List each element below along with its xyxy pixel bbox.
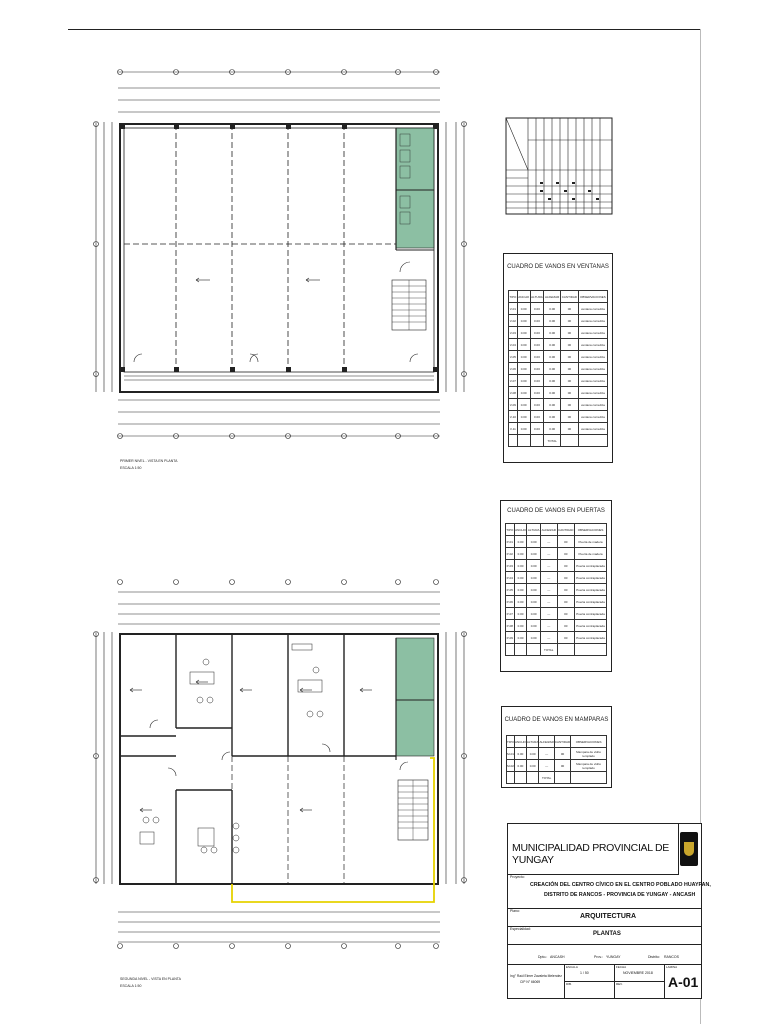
entity-name: MUNICIPALIDAD PROVINCIAL DE YUNGAY	[512, 842, 670, 866]
highlighted-boundary	[232, 758, 434, 902]
table-cell: 0.00	[527, 584, 541, 596]
table-row	[506, 548, 607, 560]
table-cell: 0.00	[514, 632, 527, 644]
table-cell: 0.00	[514, 608, 527, 620]
doors-schedule-table	[505, 523, 607, 656]
project-line-1: CREACIÓN DEL CENTRO CÍVICO EN EL CENTRO POBLADO HUAYPAN,	[530, 882, 711, 888]
column-header: CANTIDAD	[554, 736, 570, 748]
table-header-row	[507, 736, 607, 748]
partitions-schedule	[501, 706, 612, 788]
province-label: Prov.:	[594, 955, 603, 959]
column-header: TIPO	[506, 524, 515, 536]
table-row	[506, 536, 607, 548]
engineer-name: Ing° Raúl Elmer Zavaleta Melendez	[510, 974, 562, 978]
table-cell: ventana corrediza	[578, 375, 607, 387]
table-cell	[571, 772, 607, 784]
table-cell: P-06	[506, 596, 515, 608]
plan-label: Plano:	[510, 909, 520, 913]
table-cell: P-01	[506, 536, 515, 548]
table-cell	[578, 435, 607, 447]
table-cell: P-03	[506, 560, 515, 572]
windows-schedule	[503, 253, 613, 463]
table-cell: —	[539, 748, 554, 760]
table-cell: 0.00	[526, 760, 539, 772]
table-total-row	[507, 772, 607, 784]
table-cell: ventana corrediza	[578, 327, 607, 339]
column-header: ALTURA	[527, 524, 541, 536]
table-cell: 0.00	[514, 560, 527, 572]
table-cell: 0.00	[515, 748, 527, 760]
table-cell: 0.00	[527, 608, 541, 620]
table-cell: 0.00	[527, 536, 541, 548]
table-cell: ventana corrediza	[578, 351, 607, 363]
table-cell: 00	[561, 423, 579, 435]
table-cell: 00	[557, 584, 575, 596]
column-header: ALTURA	[530, 291, 544, 303]
table-cell: 0.00	[530, 363, 544, 375]
table-cell	[527, 644, 541, 656]
table-cell: ventana corrediza	[578, 315, 607, 327]
table-cell: Puerta de madera	[575, 536, 607, 548]
table-cell: Mampara de vidrio templado	[571, 748, 607, 760]
table-cell: P-07	[506, 608, 515, 620]
column-header: CANTIDAD	[557, 524, 575, 536]
table-cell: V-03	[509, 327, 518, 339]
table-row	[506, 608, 607, 620]
table-cell	[509, 435, 518, 447]
table-cell: 0.00	[527, 572, 541, 584]
total-label: TOTAL	[540, 644, 557, 656]
table-cell: P-09	[506, 632, 515, 644]
column-header: TIPO	[507, 736, 515, 748]
table-row	[506, 560, 607, 572]
table-cell: 00	[557, 560, 575, 572]
table-cell: V-07	[509, 375, 518, 387]
reviewed-label: REV.	[616, 982, 623, 986]
table-cell: 0.00	[544, 315, 561, 327]
table-cell: 00	[561, 327, 579, 339]
table-row	[506, 596, 607, 608]
table-cell: 0.00	[530, 315, 544, 327]
column-header: OBSERVACIONES	[575, 524, 607, 536]
table-cell: 00	[557, 548, 575, 560]
table-cell	[526, 772, 539, 784]
table-cell: 00	[557, 596, 575, 608]
project-line-2: DISTRITO DE RANCOS - PROVINCIA DE YUNGAY - ANCASH	[544, 892, 696, 898]
table-cell: Puerta de madera	[575, 548, 607, 560]
table-cell: 0.00	[544, 411, 561, 423]
table-cell: —	[540, 536, 557, 548]
table-cell: 0.00	[544, 339, 561, 351]
column-header: ANCHO	[515, 736, 527, 748]
table-cell: —	[540, 632, 557, 644]
table-cell	[575, 644, 607, 656]
table-cell: M-01	[507, 748, 515, 760]
table-cell: 0.00	[515, 760, 527, 772]
table-cell: 0.00	[517, 411, 530, 423]
table-cell: ventana corrediza	[578, 423, 607, 435]
table-cell: P-08	[506, 620, 515, 632]
table-row	[509, 327, 608, 339]
table-cell: 00	[557, 620, 575, 632]
table-cell: ventana corrediza	[578, 411, 607, 423]
table-cell: —	[540, 608, 557, 620]
table-cell: ventana corrediza	[578, 363, 607, 375]
table-row	[509, 303, 608, 315]
table-cell: P-04	[506, 572, 515, 584]
table-cell: 0.00	[514, 584, 527, 596]
table-cell: Mampara de vidrio templado	[571, 760, 607, 772]
table-cell: 0.00	[527, 560, 541, 572]
region-label: Dpto.:	[538, 955, 548, 959]
sheet-label: LAMINA	[666, 965, 678, 969]
table-cell	[557, 644, 575, 656]
table-row	[509, 315, 608, 327]
table-cell: ventana corrediza	[578, 303, 607, 315]
table-cell: 0.00	[544, 363, 561, 375]
table-cell: 0.00	[527, 548, 541, 560]
date-value: NOVIEMBRE 2018	[623, 971, 653, 975]
doors-schedule-title: CUADRO DE VANOS EN PUERTAS	[507, 508, 605, 514]
column-header: ALTURA	[526, 736, 539, 748]
table-cell: 0.00	[544, 303, 561, 315]
table-cell: M-02	[507, 760, 515, 772]
table-cell: 0.00	[530, 303, 544, 315]
table-cell	[561, 435, 579, 447]
table-cell: 0.00	[530, 375, 544, 387]
table-cell	[507, 772, 515, 784]
table-cell: V-09	[509, 399, 518, 411]
table-cell: 0.00	[544, 327, 561, 339]
title-block	[507, 823, 711, 999]
table-cell: —	[540, 620, 557, 632]
table-cell	[514, 644, 527, 656]
plan-value: ARQUITECTURA	[580, 913, 636, 920]
column-header: ANCHO	[517, 291, 530, 303]
table-cell	[530, 435, 544, 447]
table-row	[509, 363, 608, 375]
doors-schedule	[500, 500, 612, 672]
table-cell: 00	[561, 303, 579, 315]
table-cell: 0.00	[544, 375, 561, 387]
table-cell: 0.00	[514, 548, 527, 560]
table-cell: —	[540, 596, 557, 608]
column-header: ALFEIZAR	[540, 524, 557, 536]
district-value: RANCOS	[664, 955, 679, 959]
table-cell: V-10	[509, 411, 518, 423]
table-cell: 00	[561, 375, 579, 387]
table-cell: 0.00	[544, 399, 561, 411]
date-label: FECHA	[616, 965, 627, 969]
table-cell: V-05	[509, 351, 518, 363]
table-cell: Puerta contraplacada	[575, 620, 607, 632]
table-row	[506, 632, 607, 644]
table-cell: 0.00	[517, 423, 530, 435]
specialty-value: PLANTAS	[593, 931, 621, 937]
total-label: TOTAL	[544, 435, 561, 447]
column-header: ANCHO	[514, 524, 527, 536]
table-cell: 0.00	[517, 375, 530, 387]
table-cell: 0.00	[530, 327, 544, 339]
table-row	[507, 760, 607, 772]
column-header: ALFEIZAR	[539, 736, 554, 748]
scale-label: ESCALA	[566, 965, 578, 969]
table-row	[506, 584, 607, 596]
table-cell: 0.00	[517, 399, 530, 411]
table-cell: 00	[557, 632, 575, 644]
table-cell: 00	[557, 608, 575, 620]
table-cell: 00	[561, 387, 579, 399]
project-label: Proyecto:	[510, 875, 525, 879]
table-header-row	[506, 524, 607, 536]
drawn-label: DIB.	[566, 982, 572, 986]
table-cell: V-04	[509, 339, 518, 351]
table-cell: 00	[561, 351, 579, 363]
second-floor-scale: ESCALA 1:50	[120, 984, 142, 988]
sheet-number: A-01	[668, 974, 699, 990]
table-header-row	[509, 291, 608, 303]
table-cell: Puerta contraplacada	[575, 572, 607, 584]
table-cell: 0.00	[514, 620, 527, 632]
table-cell: V-02	[509, 315, 518, 327]
table-cell: 0.00	[517, 315, 530, 327]
table-cell: 0.00	[517, 387, 530, 399]
table-cell: V-08	[509, 387, 518, 399]
table-cell: —	[540, 584, 557, 596]
table-cell: 00	[561, 411, 579, 423]
table-cell: Puerta contraplacada	[575, 608, 607, 620]
table-cell: 0.00	[527, 596, 541, 608]
table-row	[509, 339, 608, 351]
table-cell: 0.00	[517, 303, 530, 315]
table-cell: 0.00	[530, 411, 544, 423]
table-cell: —	[540, 548, 557, 560]
table-cell: 0.00	[527, 620, 541, 632]
table-cell: ventana corrediza	[578, 399, 607, 411]
table-cell: —	[539, 760, 554, 772]
table-cell	[517, 435, 530, 447]
district-label: Distrito:	[648, 955, 660, 959]
scale-value: 1 / 50	[580, 971, 589, 975]
table-row	[509, 423, 608, 435]
table-cell: 0.00	[527, 632, 541, 644]
column-header: OBSERVACIONES	[571, 736, 607, 748]
table-cell: 0.00	[544, 423, 561, 435]
region-value: ANCASH	[550, 955, 565, 959]
table-cell: 00	[554, 760, 570, 772]
table-row	[509, 351, 608, 363]
table-cell: 0.00	[530, 387, 544, 399]
table-cell: ventana corrediza	[578, 387, 607, 399]
windows-schedule-table	[508, 290, 608, 447]
table-cell: —	[540, 560, 557, 572]
table-cell: 00	[557, 572, 575, 584]
table-cell: 00	[561, 339, 579, 351]
table-cell: 0.00	[530, 351, 544, 363]
table-cell: 0.00	[517, 351, 530, 363]
table-cell: Puerta contraplacada	[575, 560, 607, 572]
table-cell	[506, 644, 515, 656]
table-cell: 0.00	[526, 748, 539, 760]
table-row	[509, 399, 608, 411]
table-cell: V-06	[509, 363, 518, 375]
table-cell: 0.00	[514, 596, 527, 608]
table-cell	[515, 772, 527, 784]
table-cell: 00	[554, 748, 570, 760]
table-cell: ventana corrediza	[578, 339, 607, 351]
column-header: ALFEIZAR	[544, 291, 561, 303]
table-cell: 00	[561, 399, 579, 411]
table-row	[509, 387, 608, 399]
table-cell: 0.00	[514, 572, 527, 584]
table-total-row	[509, 435, 608, 447]
specialty-label: Especialidad:	[510, 927, 531, 931]
table-cell: P-05	[506, 584, 515, 596]
table-total-row	[506, 644, 607, 656]
table-cell: 00	[557, 536, 575, 548]
partitions-schedule-title: CUADRO DE VANOS EN MAMPARAS	[504, 717, 609, 723]
partitions-schedule-table	[506, 735, 607, 784]
province-value: YUNGAY	[606, 955, 621, 959]
table-row	[509, 375, 608, 387]
table-cell: 0.00	[530, 339, 544, 351]
column-header: CANTIDAD	[561, 291, 579, 303]
first-floor-scale: ESCALA 1:50	[120, 466, 142, 470]
first-floor-plan	[94, 70, 467, 439]
table-cell: —	[540, 572, 557, 584]
table-cell: 0.00	[517, 327, 530, 339]
table-cell: V-11	[509, 423, 518, 435]
windows-schedule-title: CUADRO DE VANOS EN VENTANAS	[507, 264, 609, 270]
table-cell: P-02	[506, 548, 515, 560]
table-row	[506, 572, 607, 584]
table-cell: 0.00	[517, 363, 530, 375]
table-cell: 0.00	[514, 536, 527, 548]
table-cell: 0.00	[530, 399, 544, 411]
table-row	[509, 411, 608, 423]
table-cell: V-01	[509, 303, 518, 315]
table-row	[506, 620, 607, 632]
first-floor-caption: PRIMER NIVEL - VISTA EN PLANTA	[120, 459, 178, 463]
table-cell: 00	[561, 363, 579, 375]
table-cell: Puerta contraplacada	[575, 596, 607, 608]
table-cell: Puerta contraplacada	[575, 632, 607, 644]
table-cell	[554, 772, 570, 784]
table-cell: 00	[561, 315, 579, 327]
table-cell: 0.00	[544, 351, 561, 363]
table-cell: Puerta contraplacada	[575, 584, 607, 596]
column-header: TIPO	[509, 291, 518, 303]
table-row	[507, 748, 607, 760]
table-cell: 0.00	[544, 387, 561, 399]
municipal-seal-logo	[680, 832, 698, 866]
table-cell: 0.00	[517, 339, 530, 351]
column-header: OBSERVACIONES	[578, 291, 607, 303]
table-cell: 0.00	[530, 423, 544, 435]
engineer-cip: CIP N° 66069	[520, 980, 541, 984]
second-floor-caption: SEGUNDA NIVEL - VISTA EN PLANTA	[120, 977, 182, 981]
total-label: TOTAL	[539, 772, 554, 784]
second-floor-plan	[94, 580, 467, 949]
